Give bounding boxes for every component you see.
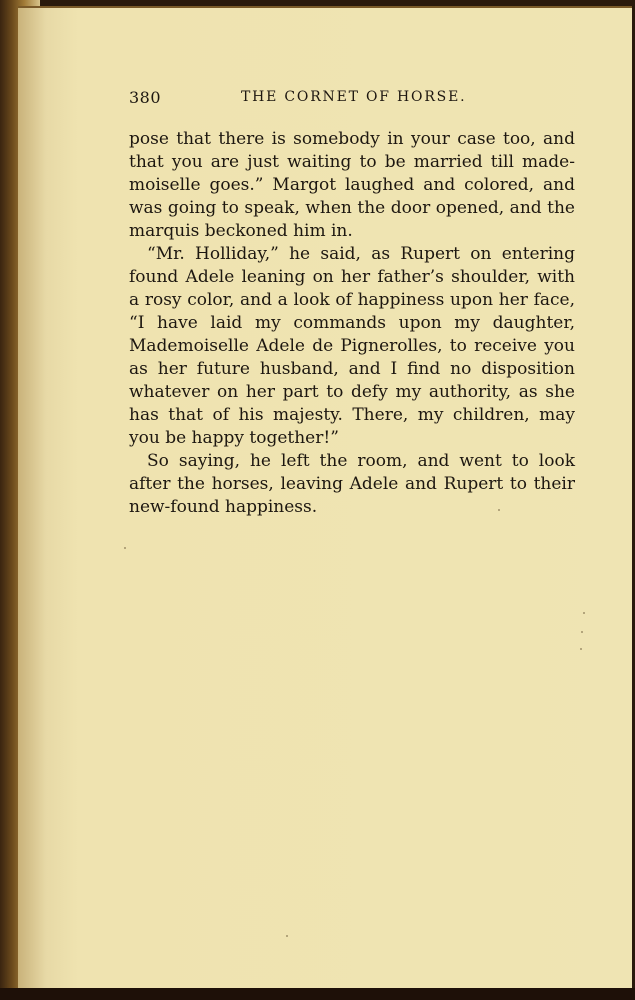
page-header — [129, 88, 574, 110]
text-line: moiselle goes.” Margot laughed and colored, and — [129, 175, 575, 195]
text-line: after the horses, leaving Adele and Rupert to their — [129, 474, 575, 494]
text-line: was going to speak, when the door opened, and the — [129, 198, 575, 218]
text-line: found Adele leaning on her father’s shoulder, with — [129, 267, 575, 287]
text-line: you be happy together!” — [129, 428, 339, 448]
text-line: that you are just waiting to be married till made- — [129, 152, 575, 172]
text-line: as her future husband, and I find no disposition — [129, 359, 575, 379]
text-line: a rosy color, and a look of happiness upon her face, — [129, 290, 575, 310]
paper-speck — [580, 648, 582, 650]
paper-speck — [581, 631, 583, 633]
running-title: THE CORNET OF HORSE. — [241, 89, 467, 105]
text-line: has that of his majesty. There, my children, may — [129, 405, 575, 425]
text-line: “I have laid my commands upon my daughter, — [129, 313, 575, 333]
text-line: Mademoiselle Adele de Pignerolles, to receive you — [129, 336, 575, 356]
paper-speck — [498, 509, 500, 511]
text-line: So saying, he left the room, and went to look — [147, 451, 575, 471]
text-line: pose that there is somebody in your case too, and — [129, 129, 575, 149]
page-number: 380 — [129, 88, 162, 107]
body-text — [129, 128, 575, 519]
paper-speck — [583, 612, 585, 614]
text-line: new-found happiness. — [129, 497, 318, 517]
text-line: “Mr. Holliday,” he said, as Rupert on entering — [147, 244, 575, 264]
paper-speck — [124, 547, 126, 549]
text-line: marquis beckoned him in. — [129, 221, 353, 241]
page-bottom-edge — [0, 988, 635, 1000]
text-line: whatever on her part to defy my authority, as she — [129, 382, 575, 402]
paper-speck — [286, 935, 288, 937]
